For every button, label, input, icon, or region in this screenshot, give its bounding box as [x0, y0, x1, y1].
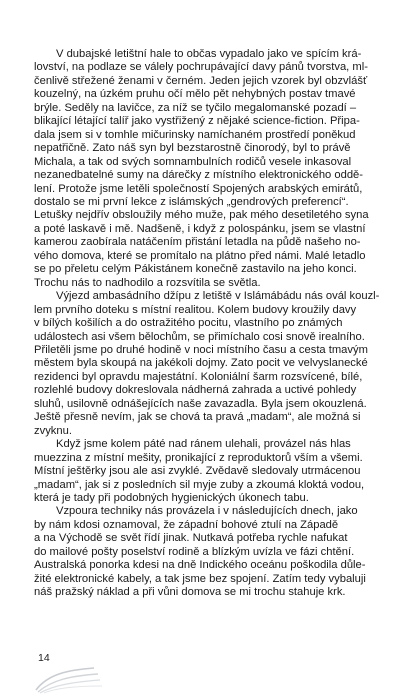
paragraph-3: Když jsme kolem páté nad ránem ulehali, provázel nás hlas muezzina z místní mešity, pronikající z reproduktorů vším a všemi. Místní ještěrky jsou ale asi zvyklé. Zvědavě sledovaly utrmácenou „madam“, jak si z posledních sil myje zuby a zkoumá kloktá vodou, která je tady při podobných hygienických úkonech tabu. — [34, 438, 365, 504]
swoosh-ornament-icon — [34, 660, 104, 694]
page-number: 14 — [38, 652, 50, 664]
paragraph-2: Výjezd ambasádního džípu z letiště v Islámábádu nás ovál kouzl- lem prvního doteku s místní realitou. Kolem budovy kroužily davy v bílých košilích a do ostražitého pocitu, vlastního po známých událostech asi všem bělochům, se přimíchalo cosi snově irealního. Přiletěli jsme po druhé hodině v noci místního času a cesta tmavým městem byla skoupá na jakékoli dojmy. Zato pocit ve velvyslanecké rezidenci byl opravdu majestátní. Koloniální šarm rozsvícené, bílé, rozlehlé budovy dokreslovala nádherná zahrada a uctivé pohledy sluhů, usilovně odnášejících naše zavazadla. Byla jsem okouzlená. Ještě přesně nevím, jak se chová ta pravá „madam“, ale možná si zvyknu. — [34, 290, 380, 437]
page-footer — [34, 652, 234, 692]
paragraph-1: V dubajské letištní hale to občas vypadalo jako ve spícím krá- lovství, na podlaze se válely pochrupávající davy pánů tvorstva, ml- čenlivě střežené ženami v černém. Jeden jejich vzorek byl obzvlášť kouzelný, na úzkém pruhu očí mělo pět nehybných postav tmavé brýle. Seděly na lavičce, za níž se tyčilo megalomanské pozadí – blikající létající talíř jako vystřižený z nějaké science-fiction. Připa- dala jsem si v tomhle mičurinsky namíchaném prostředí poněkud nepatřičně. Zato náš syn byl bezstarostně činorodý, byl to právě Michala, a tak od svých somnambulních rodičů vesele inkasoval nezanedbatelné sumy na dárečky z místního elektronického oddě- lení. Protože jsme letěli společností Spojených arabských emirátů, dostalo se mi první lekce z islámských „gendrových preferencí“. Letušky nejdřív obsloužily mého muže, pak mého desetiletého syna a poté laskavě i mě. Nadšeně, i když z polospánku, jsem se vlastní kamerou zaobírala natáčením přistání letadla na půdě našeho no- vého domova, které se promítalo na plátno před námi. Malé letadlo se po přeletu celým Pákistánem konečně zastavilo na jeho konci. Trochu nás to nadhodilo a rozsvítila se světla. — [34, 48, 369, 289]
paragraph-4: Vzpoura techniky nás provázela i v následujících dnech, jako by nám kdosi oznamoval, že západní bohové ztulí na Západě a na Východě se svět řídí jinak. Nutkavá potřeba rychle nafukat do mailové pošty poselství rodině a blízkým uvízla ve fázi chtění. Australská ponorka kdesi na dně Indického oceánu poškodila důle- žité elektronické kabely, a tak jsme bez spojení. Zatím tedy vybaluji náš pražský náklad a při vůni domova se mi trochu stahuje krk. — [34, 505, 366, 599]
document-body — [34, 48, 383, 600]
